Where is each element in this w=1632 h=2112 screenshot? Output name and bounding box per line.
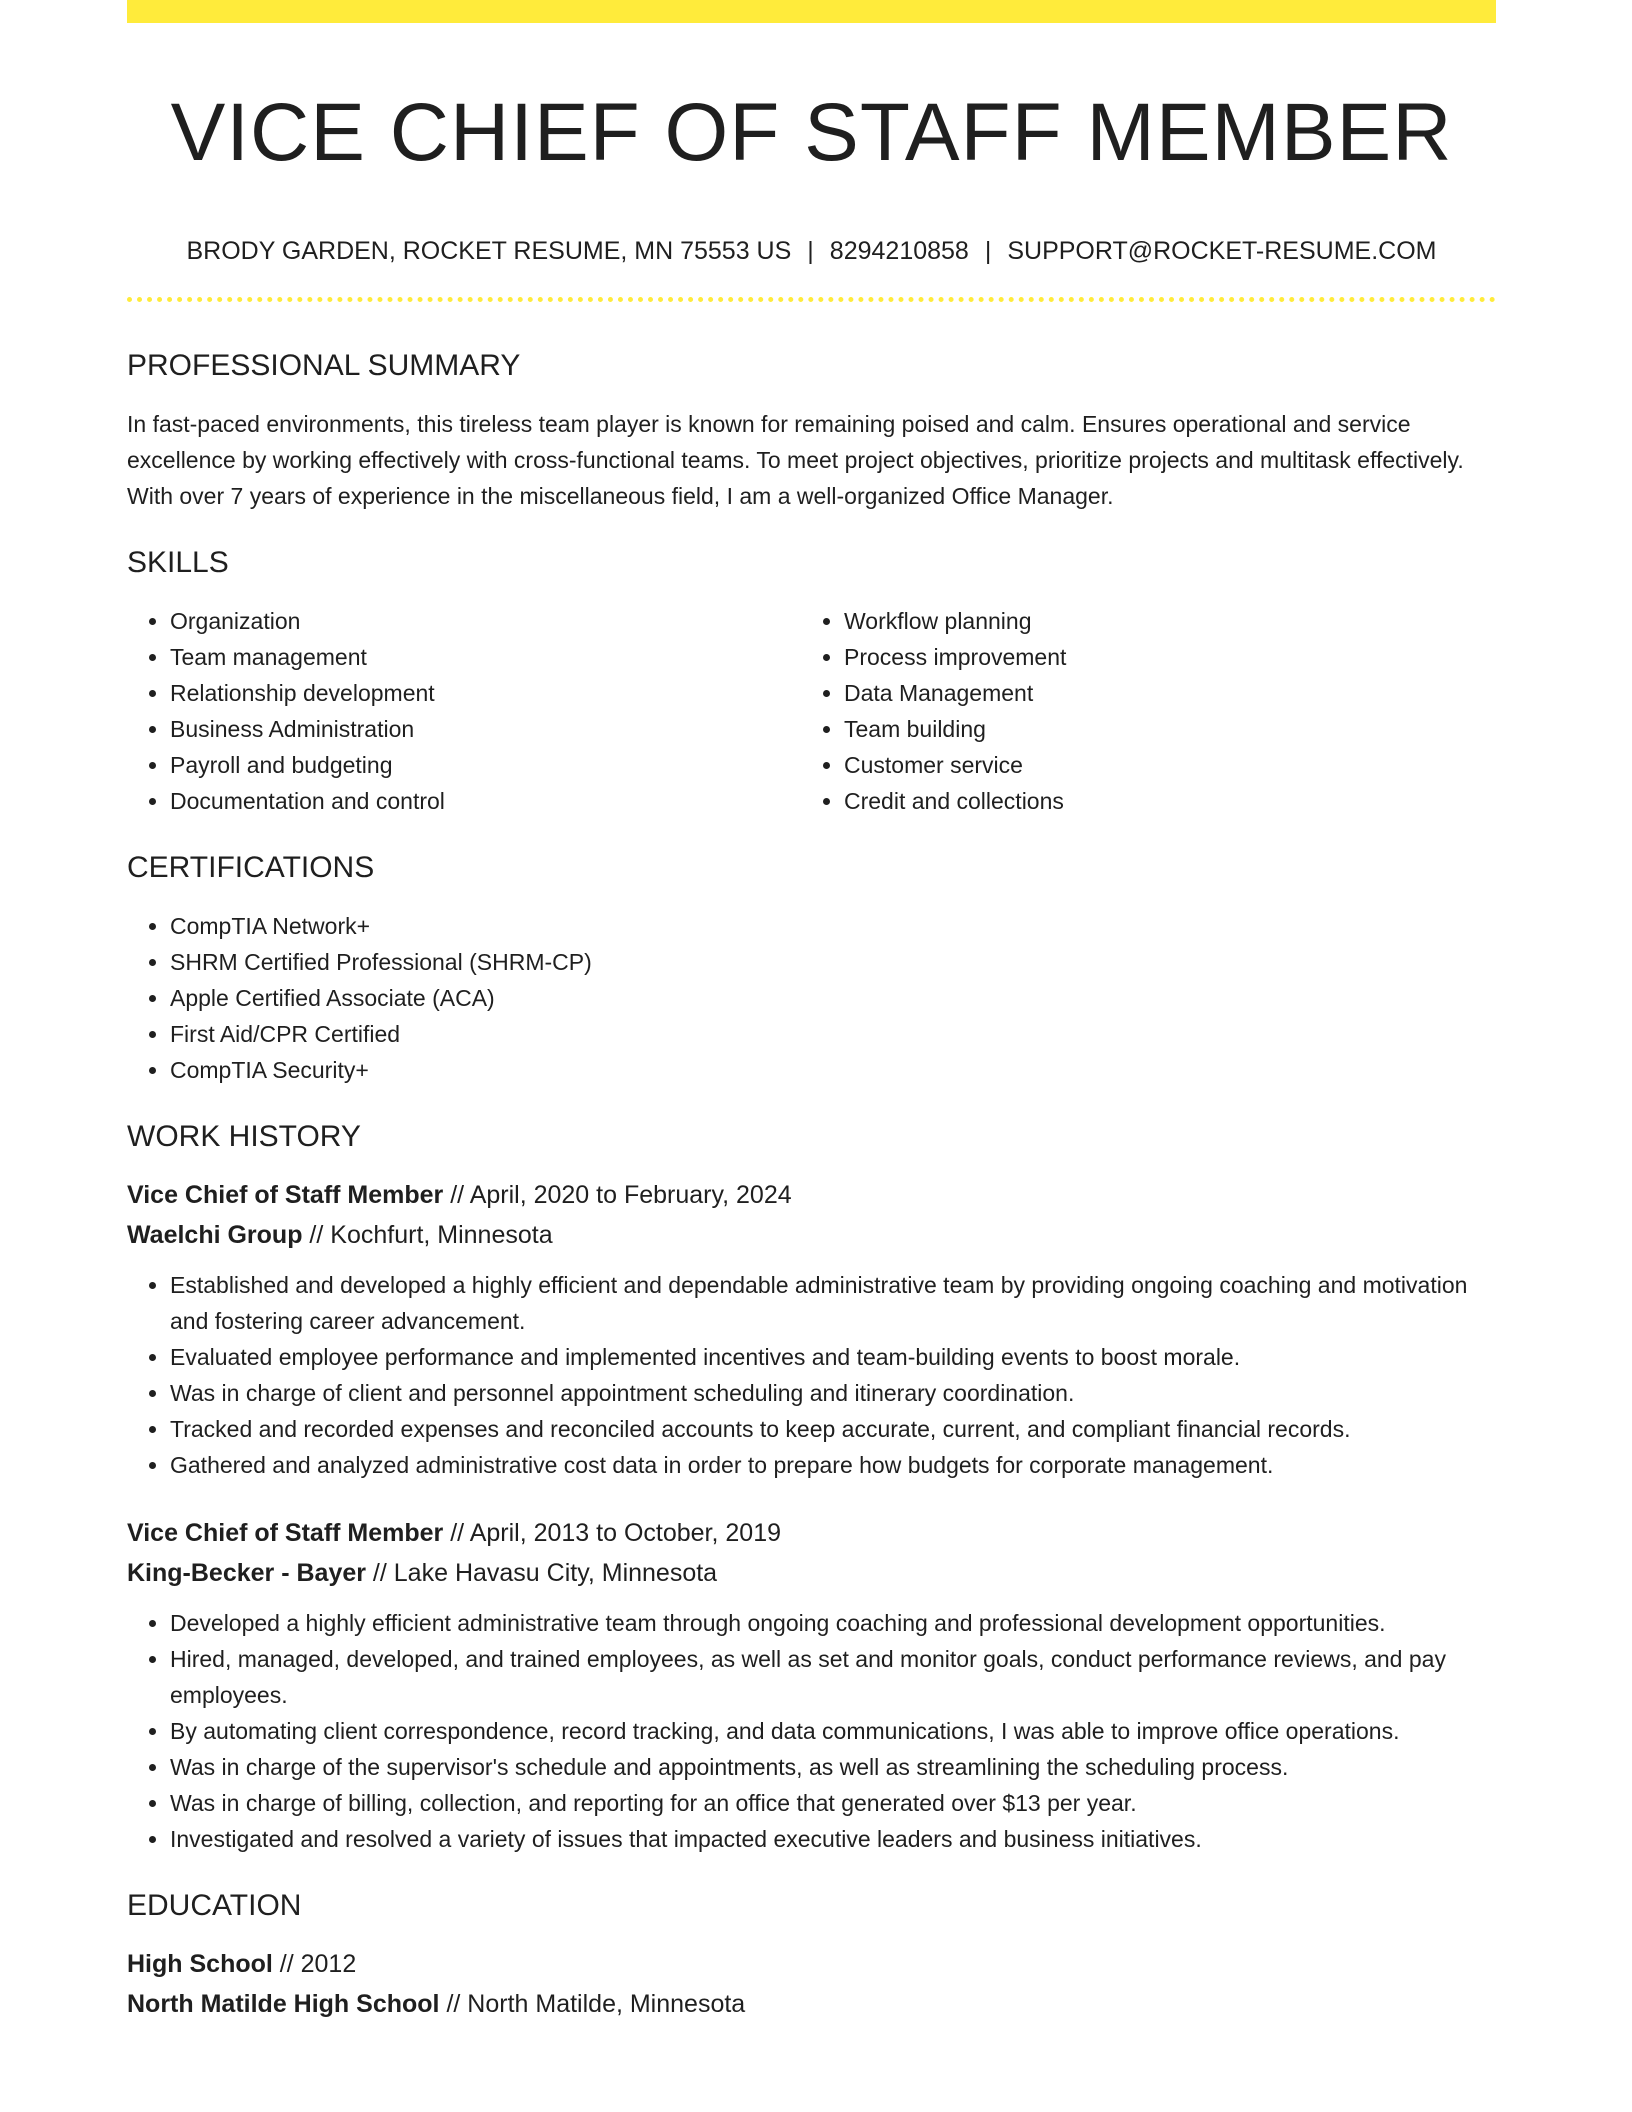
dotted-divider [127,297,1496,302]
education-year: 2012 [300,1950,357,1978]
job-bullet: • Was in charge of billing, collection, and reporting for an office that generated over $13 per year. [170,1785,1496,1821]
skill-item: • Relationship development [170,675,801,711]
job-entry [127,1175,1496,1483]
skill-item: • Business Administration [170,711,801,747]
skill-item: • Team building [844,711,1475,747]
job-bullet: • Was in charge of client and personnel appointment scheduling and itinerary coordination. [170,1375,1496,1411]
summary-heading: PROFESSIONAL SUMMARY [127,349,521,382]
job-bullet: • Developed a highly efficient administrative team through ongoing coaching and professional development opportunities. [170,1605,1496,1641]
certification-item: • Apple Certified Associate (ACA) [170,980,1496,1016]
certification-item: • CompTIA Network+ [170,908,1496,944]
certification-item: • CompTIA Security+ [170,1052,1496,1088]
summary-text: In fast-paced environments, this tireless team player is known for remaining poised and calm. Ensures operational and service excellence by working effectively with cross-functional teams. To meet project objectives, prioritize projects and multitask effectively. With over 7 years of experience in the miscellaneous field, I am a well-organized Office Manager. [127,411,1464,509]
skill-item: • Documentation and control [170,783,801,819]
job-title-line [127,1513,1496,1553]
job-dates: April, 2013 to October, 2019 [469,1519,782,1547]
contact-line [127,235,1496,267]
job-bullet: • By automating client correspondence, record tracking, and data communications, I was able to improve office operations. [170,1713,1496,1749]
job-bullet: • Was in charge of the supervisor's schedule and appointments, as well as streamlining the scheduling process. [170,1749,1496,1785]
job-bullets [127,1605,1496,1857]
skill-item: • Credit and collections [844,783,1475,819]
education-school: North Matilde High School [127,1990,440,2018]
education-school-line [127,1984,1496,2024]
skills-list-left [127,603,801,819]
contact-separator: | [984,237,992,265]
certifications-list [127,908,1496,1088]
skill-item: • Organization [170,603,801,639]
skills-list-right [801,603,1475,819]
work-history-heading: WORK HISTORY [127,1120,361,1153]
job-bullet: • Tracked and recorded expenses and reconciled accounts to keep accurate, current, and compliant financial records. [170,1411,1496,1447]
job-bullet: • Evaluated employee performance and implemented incentives and team-building events to boost morale. [170,1339,1496,1375]
job-separator: // [443,1519,470,1547]
skill-item: • Payroll and budgeting [170,747,801,783]
job-bullet: • Investigated and resolved a variety of issues that impacted executive leaders and business initiatives. [170,1821,1496,1857]
job-location: Kochfurt, Minnesota [330,1221,553,1249]
resume-content [127,23,1496,2024]
skill-item: • Team management [170,639,801,675]
contact-phone: 8294210858 [829,237,969,265]
job-location: Lake Havasu City, Minnesota [393,1559,718,1587]
skill-item: • Process improvement [844,639,1475,675]
education-heading: EDUCATION [127,1889,302,1922]
contact-separator: | [807,237,814,265]
certification-item: • First Aid/CPR Certified [170,1016,1496,1052]
job-dates: April, 2020 to February, 2024 [469,1181,792,1209]
skill-item: • Workflow planning [844,603,1475,639]
education-entry [127,1944,1496,2024]
contact-address: BRODY GARDEN, ROCKET RESUME, MN 75553 US [186,237,792,265]
job-bullet: • Gathered and analyzed administrative cost data in order to prepare how budgets for corporate management. [170,1447,1496,1483]
job-company: Waelchi Group [127,1221,303,1249]
certifications-heading: CERTIFICATIONS [127,851,375,884]
accent-bar [127,0,1496,23]
education-degree-line [127,1944,1496,1984]
job-title: Vice Chief of Staff Member [127,1181,444,1209]
job-separator: // [443,1181,470,1209]
page-title: VICE CHIEF OF STAFF MEMBER [170,87,1453,178]
job-entry [127,1513,1496,1857]
certification-item: • SHRM Certified Professional (SHRM-CP) [170,944,1496,980]
job-separator: // [365,1559,394,1587]
job-separator: // [302,1221,331,1249]
job-company-line [127,1215,1496,1255]
job-title-line [127,1175,1496,1215]
job-title: Vice Chief of Staff Member [127,1519,444,1547]
contact-email: SUPPORT@ROCKET-RESUME.COM [1007,237,1437,265]
job-bullet: • Hired, managed, developed, and trained employees, as well as set and monitor goals, conduct performance reviews, and pay employees. [170,1641,1496,1713]
skills-column-left [127,603,801,819]
education-separator: // [272,1950,301,1978]
job-bullets [127,1267,1496,1483]
skills-grid [127,603,1496,819]
education-degree: High School [127,1950,273,1978]
job-company-line [127,1553,1496,1593]
education-location: North Matilde, Minnesota [467,1990,746,2018]
education-separator: // [439,1990,468,2018]
skill-item: • Data Management [844,675,1475,711]
skills-column-right [801,603,1475,819]
skills-heading: SKILLS [127,546,229,579]
job-company: King-Becker - Bayer [127,1559,366,1587]
job-bullet: • Established and developed a highly efficient and dependable administrative team by providing ongoing coaching and motivation and fostering career advancement. [170,1267,1496,1339]
skill-item: • Customer service [844,747,1475,783]
